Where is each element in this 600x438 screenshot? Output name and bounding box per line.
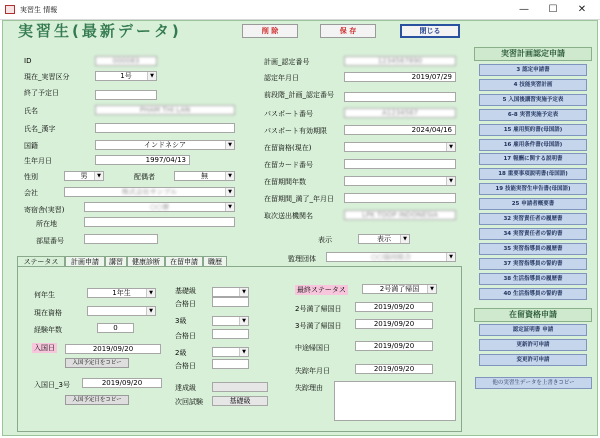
next-exam-field: 基礎級 <box>212 396 268 406</box>
grade3-pass-field[interactable] <box>212 329 249 339</box>
plan-button[interactable]: 3 認定申請書 <box>479 64 587 76</box>
grade3-label: 3級 <box>175 317 187 325</box>
spouse-select[interactable]: 無 ▼ <box>174 171 235 181</box>
plan-button[interactable]: 38 生活指導員の履歴書 <box>479 273 587 285</box>
room-label: 部屋番号 <box>36 237 64 245</box>
entry-date-label: 入国日 <box>34 344 55 352</box>
gender-label: 性別 <box>24 173 38 181</box>
residence-card-field[interactable] <box>344 159 456 169</box>
approval-date-field[interactable]: 2019/07/29 <box>344 72 456 82</box>
final-status-label: 最終ステータス <box>297 286 346 294</box>
return2-field[interactable]: 2019/09/20 <box>355 302 433 312</box>
residence-period-select[interactable] <box>344 176 456 186</box>
tab-residence-application[interactable]: 在留申請 <box>165 256 203 267</box>
current-visa-label: 現在資格 <box>34 309 62 317</box>
next-exam-label: 次回試験 <box>175 398 203 406</box>
tab-work-history[interactable]: 職歴 <box>203 256 227 267</box>
entry-date-3-label: 入国日_3号 <box>34 381 70 389</box>
plan-button[interactable]: 15 雇用契約書(母国語) <box>479 124 587 136</box>
address-label: 所在地 <box>36 220 57 228</box>
tab-status[interactable]: ステータス <box>17 256 65 268</box>
spouse-label: 配偶者 <box>134 173 155 181</box>
plan-button[interactable]: 4 技能実習計画 <box>479 79 587 91</box>
delete-button[interactable]: 削 除 <box>242 24 298 38</box>
passport-number-label: パスポート番号 <box>264 110 313 118</box>
plan-button[interactable]: 16 雇用条件書(母国語) <box>479 139 587 151</box>
chevron-down-icon: ▼ <box>146 307 155 315</box>
chevron-down-icon: ▼ <box>427 285 436 293</box>
return2-label: 2号満了帰国日 <box>295 305 342 313</box>
plan-button[interactable]: 25 申請者概要書 <box>479 198 587 210</box>
name-kanji-label: 氏名_漢字 <box>24 125 56 133</box>
arrival-year-select[interactable]: 1年生 ▼ <box>87 288 156 298</box>
residence-status-label: 在留資格(現在) <box>264 144 312 152</box>
dormitory-select[interactable]: ○○寮 ▼ <box>84 202 235 212</box>
entry-date-field[interactable]: 2019/09/20 <box>65 344 161 354</box>
supervising-org-label: 監理団体 <box>288 255 316 263</box>
residence-expiry-field[interactable] <box>344 193 456 203</box>
experience-years-label: 経験年数 <box>34 326 62 334</box>
missing-date-label: 失踪年月日 <box>295 367 330 375</box>
residence-button-renewal[interactable]: 更新許可申請 <box>479 339 587 351</box>
residence-button-change[interactable]: 変更許可申請 <box>479 354 587 366</box>
grade3-select[interactable] <box>212 316 249 326</box>
window-close-button[interactable]: ✕ <box>577 4 587 15</box>
current-stage-select[interactable]: 1号 ▼ <box>95 71 157 81</box>
chevron-down-icon: ▼ <box>400 235 409 243</box>
window-title: 実習生 情報 <box>20 6 58 14</box>
residence-expiry-label: 在留期間_満了_年月日 <box>264 195 334 203</box>
id-label: ID <box>24 57 32 65</box>
chevron-down-icon: ▼ <box>446 143 455 151</box>
nationality-select[interactable]: インドネシア ▼ <box>95 140 235 150</box>
tab-plan-application[interactable]: 計画申請 <box>65 256 105 267</box>
basic-pass-label: 合格日 <box>175 300 196 308</box>
id-field[interactable]: 000083 <box>95 56 157 66</box>
page-title: 実習生(最新データ) <box>18 22 182 40</box>
plan-number-label: 計画_認定番号 <box>264 58 310 66</box>
residence-status-select[interactable] <box>344 142 456 152</box>
chevron-down-icon: ▼ <box>225 141 234 149</box>
dispatch-org-label: 取次送出機関名 <box>264 212 313 220</box>
minimize-button[interactable]: — <box>519 4 529 15</box>
gender-select[interactable]: 男 ▼ <box>64 171 104 181</box>
grade2-select[interactable] <box>212 347 249 357</box>
chevron-down-icon: ▼ <box>225 188 234 196</box>
current-visa-select[interactable] <box>87 306 156 316</box>
chevron-down-icon: ▼ <box>239 288 248 296</box>
save-button[interactable]: 保 存 <box>320 24 376 38</box>
basic-pass-field[interactable] <box>212 297 249 307</box>
chevron-down-icon: ▼ <box>446 253 455 261</box>
grade2-label: 2級 <box>175 349 187 357</box>
chevron-down-icon: ▼ <box>225 203 234 211</box>
company-label: 会社 <box>24 189 38 197</box>
plan-button[interactable]: 18 重要事項説明書(母国語) <box>479 168 587 180</box>
prev-plan-number-field[interactable] <box>344 92 456 102</box>
plan-button[interactable]: 34 実習責任者の誓約書 <box>479 228 587 240</box>
nationality-label: 国籍 <box>24 142 38 150</box>
entry-date-3-field[interactable]: 2019/09/20 <box>82 378 162 388</box>
tab-health-check[interactable]: 健康診断 <box>127 256 165 267</box>
experience-years-field[interactable]: 0 <box>97 323 134 333</box>
chevron-down-icon: ▼ <box>94 172 103 180</box>
arrival-year-label: 何年生 <box>34 291 55 299</box>
return3-field[interactable]: 2019/09/20 <box>355 319 433 329</box>
name-label: 氏名 <box>24 107 38 115</box>
prev-plan-number-label: 前段階_計画_認定番号 <box>264 91 334 99</box>
display-select[interactable]: 表示 ▼ <box>358 234 410 244</box>
plan-button[interactable]: 6-8 実習実施予定表 <box>479 109 587 121</box>
final-status-select[interactable]: 2号満了帰国 ▼ <box>362 284 437 294</box>
tab-training[interactable]: 講習 <box>105 256 127 267</box>
passport-expiry-field[interactable]: 2024/04/16 <box>344 125 456 135</box>
window-titlebar <box>0 0 600 20</box>
name-kanji-field[interactable] <box>95 123 235 133</box>
grade2-pass-field[interactable] <box>212 359 249 369</box>
dormitory-label: 寄宿舎(実習) <box>24 206 65 214</box>
end-date-field[interactable] <box>95 90 157 100</box>
room-field[interactable] <box>84 234 158 244</box>
residence-application-header: 在留資格申請 <box>474 308 592 322</box>
grade3-pass-label: 合格日 <box>175 332 196 340</box>
name-field[interactable]: PHAM THI LAN <box>95 105 235 115</box>
residence-card-label: 在留カード番号 <box>264 161 313 169</box>
dispatch-org-field[interactable]: LPK TOOP INDONESIA <box>344 210 456 220</box>
plan-button[interactable]: 17 報酬に関する説明書 <box>479 153 587 165</box>
chevron-down-icon: ▼ <box>446 177 455 185</box>
return3-label: 3号満了帰国日 <box>295 322 342 330</box>
approval-date-label: 認定年月日 <box>264 74 299 82</box>
mid-return-label: 中途帰国日 <box>295 344 330 352</box>
missing-date-field[interactable]: 2019/09/20 <box>355 364 433 374</box>
missing-reason-field[interactable] <box>334 381 456 421</box>
passport-number-field[interactable]: A1234567 <box>344 108 456 118</box>
close-form-button[interactable]: 閉じる <box>400 24 460 38</box>
birthdate-field[interactable]: 1997/04/13 <box>95 155 190 165</box>
residence-period-label: 在留期間年数 <box>264 178 306 186</box>
chevron-down-icon: ▼ <box>146 289 155 297</box>
maximize-button[interactable]: ☐ <box>548 4 558 15</box>
chevron-down-icon: ▼ <box>239 317 248 325</box>
basic-grade-select[interactable] <box>212 287 249 297</box>
plan-button[interactable]: 19 技能実習生申告書(母国語) <box>479 183 587 195</box>
address-field[interactable] <box>84 217 235 227</box>
plan-button[interactable]: 5 入国後講習実施予定表 <box>479 94 587 106</box>
plan-button[interactable]: 35 実習指導員の履歴書 <box>479 243 587 255</box>
plan-number-field[interactable]: 1234567890 <box>344 56 456 66</box>
copy-entry-date-3-button[interactable]: 入国予定日をコピー <box>65 395 129 405</box>
plan-application-header: 実習計画認定申請 <box>474 47 592 61</box>
plan-button[interactable]: 37 実習指導員の誓約書 <box>479 258 587 270</box>
copy-entry-date-button[interactable]: 入国予定日をコピー <box>65 358 129 368</box>
achieved-grade-label: 達成級 <box>175 384 196 392</box>
residence-button-certificate[interactable]: 認定証明書 申請 <box>479 324 587 336</box>
chevron-down-icon: ▼ <box>239 348 248 356</box>
chevron-down-icon: ▼ <box>225 172 234 180</box>
basic-grade-label: 基礎級 <box>175 287 196 295</box>
plan-button[interactable]: 40 生活指導員の誓約書 <box>479 288 587 300</box>
current-stage-label: 現在_実習区分 <box>24 73 70 81</box>
grade2-pass-label: 合格日 <box>175 362 196 370</box>
missing-reason-label: 失踪理由 <box>295 384 323 392</box>
company-select[interactable]: 株式会社サンプル ▼ <box>64 187 235 197</box>
chevron-down-icon: ▼ <box>147 72 156 80</box>
app-icon <box>5 5 15 14</box>
supervising-org-select[interactable]: ○○協同組合 ▼ <box>326 252 456 262</box>
achieved-grade-field <box>212 382 268 392</box>
overwrite-copy-button[interactable]: 他の実習生データを上書きコピー <box>475 377 592 389</box>
display-label: 表示 <box>318 236 332 244</box>
plan-button[interactable]: 32 実習責任者の履歴書 <box>479 213 587 225</box>
birthdate-label: 生年月日 <box>24 157 52 165</box>
mid-return-field[interactable]: 2019/09/20 <box>355 341 433 351</box>
end-date-label: 終了予定日 <box>24 89 59 97</box>
passport-expiry-label: パスポート有効期限 <box>264 127 327 135</box>
